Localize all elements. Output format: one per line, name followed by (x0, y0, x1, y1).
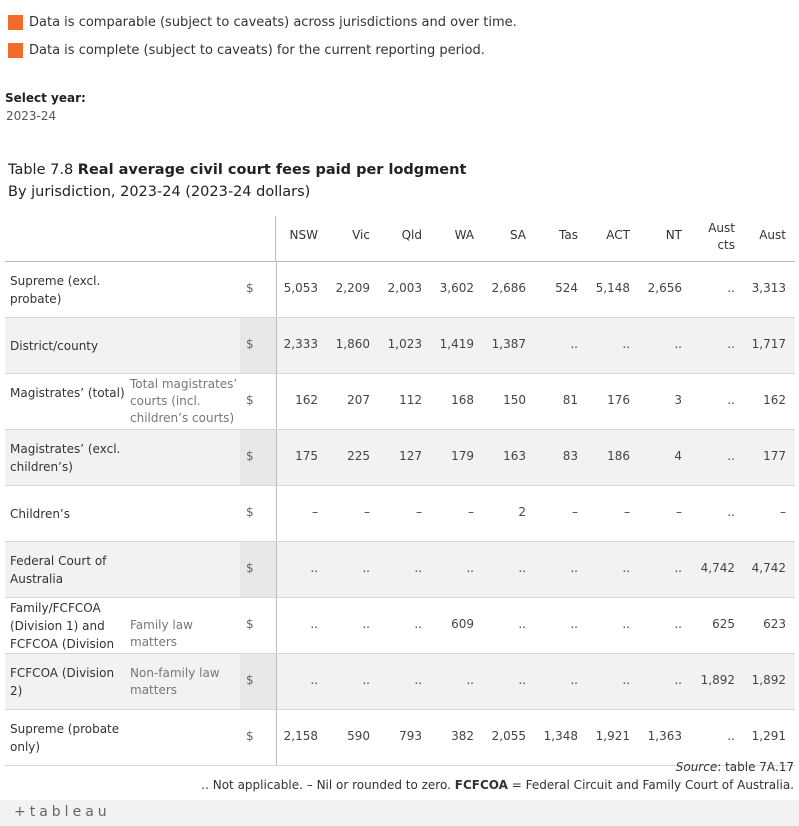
table-row (5, 318, 795, 374)
unit-label: $ (246, 729, 254, 743)
table-cell[interactable]: 168 (451, 393, 474, 407)
legend-item-comparable (8, 12, 517, 31)
table-cell[interactable]: .. (622, 561, 630, 575)
source-note: Source: table 7A.17 (675, 760, 794, 774)
column-header: ACT (606, 228, 630, 242)
unit-label: $ (246, 393, 254, 407)
table-cell[interactable]: 1,860 (335, 337, 370, 351)
table-cell[interactable]: 177 (763, 449, 786, 463)
table-row (5, 430, 795, 486)
table-cell[interactable]: .. (466, 673, 474, 687)
table-cell[interactable]: .. (362, 617, 370, 631)
data-table (5, 216, 795, 766)
table-header (5, 216, 795, 262)
row-sublabel: Total magistrates’ courts (incl. children’s courts) (130, 377, 238, 425)
column-header: NT (665, 228, 682, 242)
table-cell[interactable]: 207 (347, 393, 370, 407)
orange-swatch-icon (8, 43, 23, 58)
table-cell[interactable]: – (364, 505, 370, 519)
unit-label: $ (246, 449, 254, 463)
table-cell[interactable]: .. (622, 673, 630, 687)
table-cell[interactable]: 524 (555, 281, 578, 295)
row-label: Federal Court of Australia (10, 553, 107, 586)
tableau-logo[interactable]: +tableau (14, 804, 111, 820)
table-cell[interactable]: 1,023 (387, 337, 422, 351)
column-header: Tas (559, 228, 578, 242)
column-header: Qld (401, 228, 422, 242)
table-cell[interactable]: .. (727, 505, 735, 519)
table-cell[interactable]: 2,656 (647, 281, 682, 295)
table-cell[interactable]: 1,717 (751, 337, 786, 351)
year-filter-label: Select year: (5, 91, 86, 105)
table-cell[interactable]: 2,003 (387, 281, 422, 295)
table-cell[interactable]: .. (518, 617, 526, 631)
table-cell[interactable]: 127 (399, 449, 422, 463)
table-cell[interactable]: 1,419 (439, 337, 474, 351)
table-cell[interactable]: 176 (607, 393, 630, 407)
table-cell[interactable]: .. (727, 449, 735, 463)
table-cell[interactable]: .. (518, 673, 526, 687)
table-cell[interactable]: 1,387 (491, 337, 526, 351)
table-cell[interactable]: .. (310, 561, 318, 575)
table-subtitle: By jurisdiction, 2023-24 (2023-24 dollars) (8, 184, 311, 200)
column-header: Aust (759, 228, 786, 242)
table-cell[interactable]: – (416, 505, 422, 519)
table-cell[interactable]: 186 (607, 449, 630, 463)
table-cell[interactable]: 3,602 (439, 281, 474, 295)
table-cell[interactable]: – (468, 505, 474, 519)
table-cell[interactable]: 609 (451, 617, 474, 631)
table-cell[interactable]: .. (414, 561, 422, 575)
row-label: District/county (10, 338, 99, 353)
table-cell[interactable]: .. (674, 617, 682, 631)
table-cell[interactable]: .. (727, 337, 735, 351)
table-cell[interactable]: 3,313 (751, 281, 786, 295)
table-cell[interactable]: 1,348 (543, 729, 578, 743)
table-cell[interactable]: – (572, 505, 578, 519)
unit-label: $ (246, 337, 254, 351)
table-cell[interactable]: 179 (451, 449, 474, 463)
table-cell[interactable]: – (312, 505, 318, 519)
table-cell[interactable]: .. (570, 673, 578, 687)
table-cell[interactable]: .. (622, 617, 630, 631)
table-cell[interactable]: 3 (674, 393, 682, 407)
table-cell[interactable]: .. (570, 337, 578, 351)
table-cell[interactable]: 83 (562, 449, 578, 463)
table-cell[interactable]: 1,892 (700, 673, 735, 687)
table-cell[interactable]: .. (414, 673, 422, 687)
table-cell[interactable]: 1,363 (647, 729, 682, 743)
row-label: FCFCOA (Division 2) (10, 665, 115, 698)
table-cell[interactable]: 150 (503, 393, 526, 407)
table-cell[interactable]: 625 (712, 617, 735, 631)
table-cell[interactable]: 1,892 (751, 673, 786, 687)
table-row (5, 542, 795, 598)
row-label: Family/FCFCOA (Division 1) and FCFCOA (Division (10, 600, 115, 651)
table-row (5, 374, 795, 430)
table-cell[interactable]: 1,291 (751, 729, 786, 743)
table-cell[interactable]: .. (622, 337, 630, 351)
table-cell[interactable]: – (676, 505, 682, 519)
table-cell[interactable]: .. (518, 561, 526, 575)
row-label: Magistrates’ (excl. children’s) (10, 441, 121, 474)
table-row (5, 262, 795, 318)
table-row (5, 710, 795, 766)
column-header: Aust cts (708, 221, 735, 252)
table-cell[interactable]: 623 (763, 617, 786, 631)
table-cell[interactable]: 5,053 (283, 281, 318, 295)
table-cell[interactable]: 5,148 (595, 281, 630, 295)
row-sublabel: Non-family law matters (130, 665, 220, 697)
table-cell[interactable]: .. (674, 561, 682, 575)
table-cell[interactable]: 162 (295, 393, 318, 407)
column-header: Vic (352, 228, 370, 242)
table-cell[interactable]: 2,158 (283, 729, 318, 743)
table-cell[interactable]: 4,742 (751, 561, 786, 575)
table-row (5, 486, 795, 542)
legend-text: Data is comparable (subject to caveats) across jurisdictions and over time. (29, 15, 517, 30)
table-cell[interactable]: – (780, 505, 786, 519)
table-cell[interactable]: 1,921 (595, 729, 630, 743)
row-label: Children’s (10, 506, 70, 521)
column-header: NSW (289, 228, 318, 242)
table-cell[interactable]: .. (466, 561, 474, 575)
table-cell[interactable]: 590 (347, 729, 370, 743)
table-cell[interactable]: 793 (399, 729, 422, 743)
unit-label: $ (246, 617, 254, 631)
table-cell[interactable]: .. (674, 673, 682, 687)
table-cell[interactable]: .. (362, 673, 370, 687)
table-cell[interactable]: 163 (503, 449, 526, 463)
table-cell[interactable]: 4,742 (700, 561, 735, 575)
table-cell[interactable]: 2 (518, 505, 526, 519)
orange-swatch-icon (8, 15, 23, 30)
row-label: Supreme (probate only) (10, 721, 120, 754)
table-cell[interactable]: 4 (674, 449, 682, 463)
unit-label: $ (246, 673, 254, 687)
tableau-toolbar (0, 800, 799, 826)
unit-label: $ (246, 561, 254, 575)
legend-item-complete (8, 40, 485, 59)
table-cell[interactable]: .. (727, 393, 735, 407)
row-label: Supreme (excl. probate) (10, 273, 101, 306)
table-row (5, 654, 795, 710)
legend-text: Data is complete (subject to caveats) for the current reporting period. (29, 43, 485, 58)
table-cell[interactable]: .. (674, 337, 682, 351)
unit-label: $ (246, 281, 254, 295)
table-cell[interactable]: 2,055 (491, 729, 526, 743)
table-cell[interactable]: .. (727, 729, 735, 743)
column-header: SA (509, 228, 526, 242)
table-cell[interactable]: .. (570, 617, 578, 631)
table-cell[interactable]: .. (310, 617, 318, 631)
table-cell[interactable]: .. (414, 617, 422, 631)
row-sublabel: Family law matters (130, 618, 193, 649)
footnote: .. Not applicable. – Nil or rounded to zero. FCFCOA = Federal Circuit and Family Court of Australia. (201, 778, 794, 792)
column-header: WA (454, 228, 474, 242)
table-cell[interactable]: 2,333 (283, 337, 318, 351)
table-cell[interactable]: 175 (295, 449, 318, 463)
table-cell[interactable]: .. (727, 281, 735, 295)
row-label: Magistrates’ (total) (10, 385, 125, 400)
table-cell[interactable]: .. (310, 673, 318, 687)
table-cell[interactable]: .. (570, 561, 578, 575)
table-cell[interactable]: 81 (562, 393, 578, 407)
table-cell[interactable]: 2,209 (335, 281, 370, 295)
year-filter-value[interactable]: 2023-24 (6, 109, 57, 123)
table-row (5, 598, 795, 654)
table-cell[interactable]: 112 (399, 393, 422, 407)
table-cell[interactable]: 225 (347, 449, 370, 463)
table-cell[interactable]: 382 (451, 729, 474, 743)
table-title: Table 7.8 Real average civil court fees paid per lodgment (8, 162, 467, 178)
table-cell[interactable]: .. (362, 561, 370, 575)
table-cell[interactable]: 162 (763, 393, 786, 407)
table-cell[interactable]: – (624, 505, 630, 519)
table-cell[interactable]: 2,686 (491, 281, 526, 295)
unit-label: $ (246, 505, 254, 519)
